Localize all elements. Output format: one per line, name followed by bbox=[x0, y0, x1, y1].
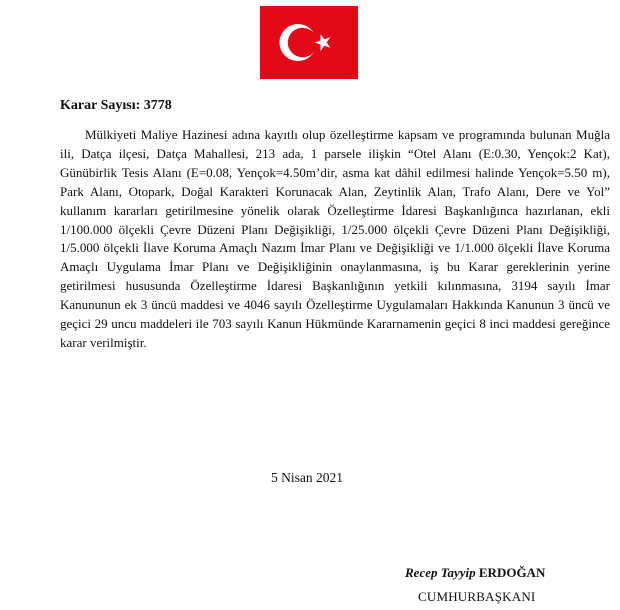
signer-last-name: ERDOĞAN bbox=[478, 565, 546, 580]
decision-body: Mülkiyeti Maliye Hazinesi adına kayıtlı olup özelleştirme kapsam ve programında bulunan Muğla ili, Datça ilçesi, Datça Mahallesi, 213 ada, 1 parsele ilişkin “Otel Alanı (E:0.30, Yençok:2 Kat), Günübirlik Tesis Alanı (E=0.08, Yençok=4.50m’dir, asma kat dâhil edilmesi halinde Yençok=5.50 m), Park Alanı, Otopark, Doğal Karakteri Korunacak Alan, Zeytinlik Alan, Trafo Alanı, Dere ve Yol” kullanım kararları getirilmesine yönelik olarak Özelleştirme İdaresi Başkanlığınca hazırlanan, ekli 1/100.000 ölçekli Çevre Düzeni Planı Değişikliği, 1/25.000 ölçekli Çevre Düzeni Planı Değişikliği, 1/5.000 ölçekli İlave Koruma Amaçlı Nazım İmar Planı ve Değişikliği ve 1/1.000 ölçekli İlave Koruma Amaçlı Uygulama İmar Planı ve Değişikliğinin onaylanmasına, iş bu Karar gereklerinin yerine getirilmesi hususunda Özelleştirme İdaresi Başkanlığının yetkili kılınmasına, 3194 sayılı İmar Kanununun ek 3 üncü maddesi ve 4046 sayılı Özelleştirme Uygulamaları Hakkında Kanunun 3 üncü ve geçici 29 uncu maddeleri ile 703 sayılı Kanun Hükmünde Kararnamenin geçici 8 inci maddesi gereğince karar verilmiştir. bbox=[60, 127, 610, 350]
decision-number: Karar Sayısı: 3778 bbox=[60, 98, 172, 113]
signer-name bbox=[405, 565, 545, 581]
signer-first-names: Recep Tayyip bbox=[405, 565, 476, 580]
decision-date: 5 Nisan 2021 bbox=[271, 470, 343, 485]
signer-office: CUMHURBAŞKANI bbox=[418, 589, 536, 604]
crescent-star-icon bbox=[260, 6, 358, 79]
turkish-flag-icon bbox=[260, 6, 358, 79]
